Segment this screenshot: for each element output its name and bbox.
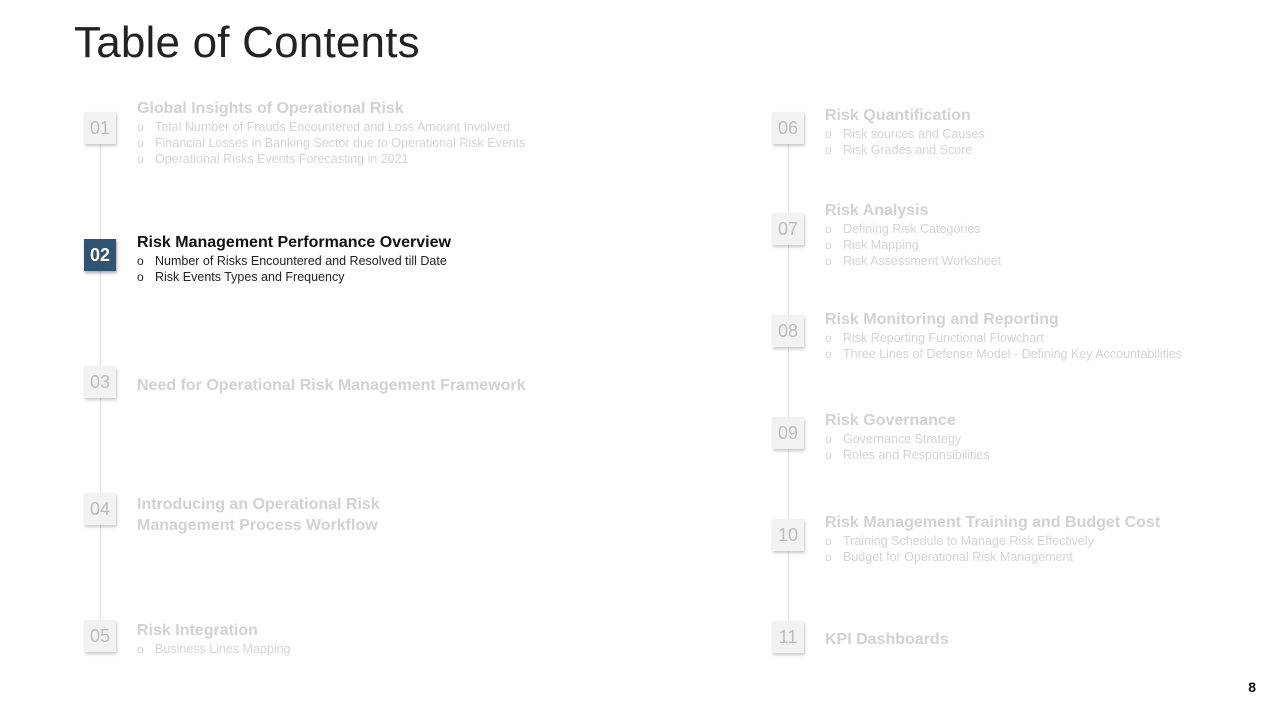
toc-badge-08[interactable]: 08 bbox=[772, 315, 804, 347]
toc-sublist bbox=[825, 431, 990, 463]
toc-subitem: o Risk Events Types and Frequency bbox=[137, 269, 451, 285]
toc-badge-07[interactable]: 07 bbox=[772, 213, 804, 245]
toc-entry-06[interactable] bbox=[825, 105, 985, 158]
toc-entry-04[interactable] bbox=[137, 494, 437, 536]
toc-entry-08[interactable] bbox=[825, 309, 1182, 362]
page-number: 8 bbox=[1248, 679, 1256, 695]
toc-badge-02[interactable]: 02 bbox=[84, 239, 116, 271]
toc-entry-10[interactable] bbox=[825, 512, 1160, 565]
toc-sublist bbox=[825, 330, 1182, 362]
toc-badge-10[interactable]: 10 bbox=[772, 519, 804, 551]
page-title: Table of Contents bbox=[74, 18, 420, 67]
toc-sublist bbox=[825, 126, 985, 158]
toc-entry-02[interactable] bbox=[137, 232, 451, 285]
toc-entry-11[interactable] bbox=[825, 629, 949, 650]
toc-entry-title: KPI Dashboards bbox=[825, 631, 949, 648]
toc-entry-title: Risk Management Training and Budget Cost bbox=[825, 514, 1161, 531]
toc-subitem: o Operational Risks Events Forecasting in 2021 bbox=[137, 151, 525, 167]
toc-entry-title: Introducing an Operational Risk Management Process Workflow bbox=[137, 496, 380, 534]
toc-subitem: o Number of Risks Encountered and Resolved till Date bbox=[137, 253, 451, 269]
toc-subitem: o Risk Grades and Score bbox=[825, 142, 985, 158]
toc-entry-title: Risk Governance bbox=[825, 412, 956, 429]
toc-entry-title: Need for Operational Risk Management Framework bbox=[137, 377, 526, 394]
toc-entry-title: Risk Monitoring and Reporting bbox=[825, 311, 1059, 328]
toc-badge-06[interactable]: 06 bbox=[772, 112, 804, 144]
toc-subitem: o Budget for Operational Risk Management bbox=[825, 549, 1160, 565]
toc-entry-title: Risk Quantification bbox=[825, 107, 971, 124]
toc-sublist bbox=[825, 221, 1001, 269]
toc-badge-11[interactable]: 11 bbox=[772, 621, 804, 653]
toc-badge-03[interactable]: 03 bbox=[84, 366, 116, 398]
toc-badge-04[interactable]: 04 bbox=[84, 493, 116, 525]
toc-subitem: o Risk Assessment Worksheet bbox=[825, 253, 1001, 269]
toc-entry-03[interactable] bbox=[137, 375, 526, 396]
toc-subitem: o Three Lines of Defense Model - Defining Key Accountabilities bbox=[825, 346, 1182, 362]
toc-entry-05[interactable] bbox=[137, 620, 291, 657]
toc-subitem: o Risk Reporting Functional Flowchart bbox=[825, 330, 1182, 346]
toc-subitem: o Risk sources and Causes bbox=[825, 126, 985, 142]
toc-sublist bbox=[137, 119, 525, 167]
toc-subitem: o Defining Risk Categories bbox=[825, 221, 1001, 237]
toc-subitem: o Business Lines Mapping bbox=[137, 641, 291, 657]
toc-subitem: o Training Schedule to Manage Risk Effectively bbox=[825, 533, 1160, 549]
toc-entry-title: Risk Analysis bbox=[825, 202, 929, 219]
toc-subitem: o Total Number of Frauds Encountered and Loss Amount Involved bbox=[137, 119, 525, 135]
toc-subitem: o Financial Losses in Banking Sector due to Operational Risk Events bbox=[137, 135, 525, 151]
toc-entry-title: Risk Integration bbox=[137, 622, 258, 639]
toc-badge-01[interactable]: 01 bbox=[84, 112, 116, 144]
toc-subitem: o Roles and Responsibilities bbox=[825, 447, 990, 463]
toc-badge-05[interactable]: 05 bbox=[84, 620, 116, 652]
toc-entry-title: Global Insights of Operational Risk bbox=[137, 100, 404, 117]
toc-entry-07[interactable] bbox=[825, 200, 1001, 269]
toc-entry-01[interactable] bbox=[137, 98, 525, 167]
toc-sublist bbox=[137, 641, 291, 657]
toc-subitem: o Governance Strategy bbox=[825, 431, 990, 447]
toc-subitem: o Risk Mapping bbox=[825, 237, 1001, 253]
toc-entry-title: Risk Management Performance Overview bbox=[137, 234, 451, 251]
toc-sublist bbox=[137, 253, 451, 285]
toc-sublist bbox=[825, 533, 1160, 565]
toc-entry-09[interactable] bbox=[825, 410, 990, 463]
timeline-line-right bbox=[788, 128, 789, 636]
toc-badge-09[interactable]: 09 bbox=[772, 417, 804, 449]
